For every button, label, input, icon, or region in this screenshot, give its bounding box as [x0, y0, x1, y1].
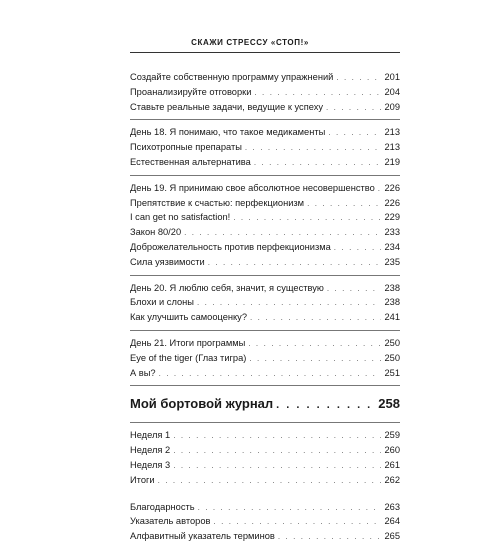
toc-entry-title: Указатель авторов	[130, 516, 211, 527]
toc-entry-page: 251	[384, 367, 400, 378]
toc-entry-title: Неделя 2	[130, 445, 171, 456]
toc-entry-title: А вы?	[130, 367, 156, 378]
toc-entry[interactable]	[130, 281, 400, 296]
toc-entry-page: 233	[384, 227, 400, 238]
toc-entry[interactable]	[130, 125, 400, 140]
toc-section-title: Мой бортовой журнал	[130, 396, 274, 412]
toc-entry-page: 264	[384, 516, 400, 527]
toc-entry-title: Неделя 1	[130, 430, 171, 441]
toc-entry-page: 204	[384, 86, 400, 97]
section-divider	[130, 175, 400, 176]
toc-entry-title: Неделя 3	[130, 459, 171, 470]
dot-leader	[248, 337, 381, 352]
dot-leader	[198, 501, 382, 516]
toc-entry-title: Итоги	[130, 474, 155, 485]
toc-entry-page: 238	[384, 297, 400, 308]
toc-entry-page: 209	[384, 101, 400, 112]
dot-leader	[278, 530, 382, 545]
toc-entry[interactable]	[130, 210, 400, 225]
header-rule	[130, 52, 400, 53]
dot-leader	[249, 352, 381, 367]
toc-entry-title: Eye of the tiger (Глаз тигра)	[130, 352, 247, 363]
toc-entry-page: 238	[384, 282, 400, 293]
dot-leader	[328, 126, 381, 141]
dot-leader	[197, 296, 382, 311]
dot-leader	[327, 282, 382, 297]
toc-entry-title: Блохи и слоны	[130, 297, 194, 308]
toc-entry-title: Благодарность	[130, 501, 195, 512]
dot-leader	[254, 156, 382, 171]
toc-entry-page: 213	[384, 142, 400, 153]
toc-entry[interactable]	[130, 310, 400, 325]
dot-leader	[336, 71, 381, 86]
toc-entry-page: 265	[384, 531, 400, 542]
toc-entry[interactable]	[130, 85, 400, 100]
toc-entry-title: I can get no satisfaction!	[130, 212, 231, 223]
toc-entry[interactable]	[130, 458, 400, 473]
toc-entry-page: 219	[384, 156, 400, 167]
toc-entry-title: Препятствие к счастью: перфекционизм	[130, 197, 305, 208]
toc-section-page: 258	[378, 396, 400, 412]
toc-entry-page: 250	[384, 352, 400, 363]
dot-leader	[233, 211, 381, 226]
toc-entry-page: 259	[384, 430, 400, 441]
toc-entry[interactable]	[130, 366, 400, 381]
toc-entry-title: Психотропные препараты	[130, 142, 242, 153]
dot-leader	[173, 459, 381, 474]
dot-leader	[173, 429, 381, 444]
toc-entry-title: День 20. Я люблю себя, значит, я существую	[130, 282, 324, 293]
dot-leader	[307, 197, 381, 212]
toc-entry[interactable]	[130, 473, 400, 488]
toc-entry[interactable]	[130, 428, 400, 443]
toc-entry-page: 234	[384, 241, 400, 252]
toc-entry-page: 229	[384, 212, 400, 223]
dot-leader	[254, 86, 381, 101]
toc-entry-page: 260	[384, 445, 400, 456]
toc-entry-title: Ставьте реальные задачи, ведущие к успеху	[130, 101, 323, 112]
toc-entry-title: Создайте собственную программу упражнений	[130, 72, 334, 82]
dot-leader	[184, 226, 381, 241]
toc-entry[interactable]	[130, 240, 400, 255]
dot-leader	[334, 241, 382, 256]
toc-entry-page: 235	[384, 256, 400, 267]
toc-entry-page: 241	[384, 312, 400, 323]
dot-leader	[213, 515, 381, 530]
toc-entry[interactable]	[130, 443, 400, 458]
dot-leader	[173, 444, 381, 459]
toc-entry-page: 226	[384, 182, 400, 193]
section-divider	[130, 422, 400, 423]
toc-entry[interactable]	[130, 295, 400, 310]
dot-leader	[276, 392, 375, 418]
dot-leader	[159, 367, 382, 382]
toc-entry-title: День 19. Я принимаю свое абсолютное несовершенство	[130, 182, 375, 193]
section-divider	[130, 330, 400, 331]
dot-leader	[158, 474, 382, 489]
toc-entry[interactable]	[130, 225, 400, 240]
section-divider	[130, 275, 400, 276]
dot-leader	[326, 101, 381, 116]
toc-entry[interactable]	[130, 500, 400, 515]
toc-entry-title: Доброжелательность против перфекционизма	[130, 241, 331, 252]
dot-leader	[208, 256, 382, 271]
toc-entry-title: Естественная альтернатива	[130, 156, 251, 167]
section-divider	[130, 385, 400, 386]
toc-entry-page: 213	[384, 127, 400, 138]
toc-entry-title: Как улучшить самооценку?	[130, 312, 248, 323]
running-header: СКАЖИ СТРЕССУ «СТОП!»	[191, 38, 309, 47]
toc-entry-page: 226	[384, 197, 400, 208]
toc-entry-title: День 21. Итоги программы	[130, 337, 246, 348]
toc-entry[interactable]	[130, 140, 400, 155]
toc-entry-title: Закон 80/20	[130, 227, 182, 238]
toc-entry[interactable]	[130, 155, 400, 170]
toc-entry-page: 201	[384, 72, 400, 82]
dot-leader	[245, 141, 382, 156]
toc-entry-title: Сила уязвимости	[130, 256, 205, 267]
toc-entry[interactable]	[130, 196, 400, 211]
toc-entry-title: Алфавитный указатель терминов	[130, 531, 275, 542]
toc-entry-page: 262	[384, 474, 400, 485]
dot-leader	[250, 311, 381, 326]
dot-leader	[378, 182, 382, 197]
toc-entry[interactable]	[130, 336, 400, 351]
section-divider	[130, 119, 400, 120]
table-of-contents	[130, 70, 400, 544]
toc-entry[interactable]	[130, 70, 400, 85]
toc-entry-page: 250	[384, 337, 400, 348]
toc-entry[interactable]	[130, 181, 400, 196]
toc-entry-page: 261	[384, 459, 400, 470]
toc-section-journal[interactable]	[130, 391, 400, 417]
toc-entry[interactable]	[130, 529, 400, 544]
toc-entry[interactable]	[130, 351, 400, 366]
toc-entry[interactable]	[130, 255, 400, 270]
toc-entry-title: Проанализируйте отговорки	[130, 86, 252, 97]
toc-entry[interactable]	[130, 514, 400, 529]
toc-entry-title: День 18. Я понимаю, что такое медикаменты	[130, 127, 326, 138]
toc-entry[interactable]	[130, 100, 400, 115]
toc-entry-page: 263	[384, 501, 400, 512]
